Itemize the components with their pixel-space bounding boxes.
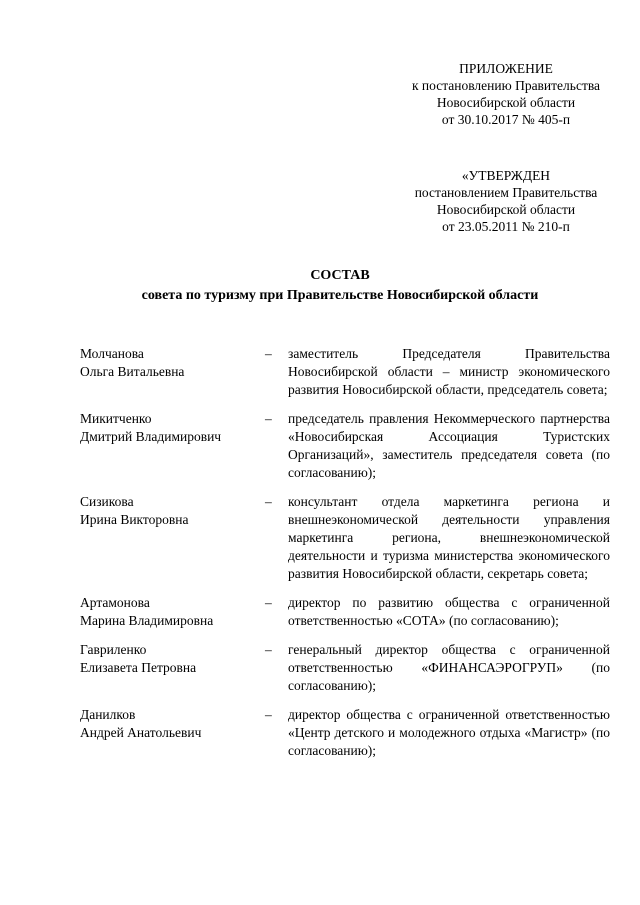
member-surname: Молчанова — [80, 346, 144, 361]
member-surname: Сизикова — [80, 494, 134, 509]
member-row — [80, 493, 610, 583]
appendix-line: ПРИЛОЖЕНИЕ — [459, 61, 553, 76]
member-dash: – — [265, 346, 272, 361]
member-given-name: Елизавета Петровна — [80, 660, 197, 675]
member-name — [80, 641, 265, 695]
member-given-name: Марина Владимировна — [80, 613, 214, 628]
member-name — [80, 594, 265, 630]
member-position: генеральный директор общества с ограниченной ответственностью «ФИНАНСАЭРОГРУП» (по согласованию); — [288, 642, 610, 693]
member-surname: Гавриленко — [80, 642, 147, 657]
member-row — [80, 410, 610, 482]
appendix-header — [390, 60, 622, 128]
member-dash: – — [265, 642, 272, 657]
member-dash: – — [265, 411, 272, 426]
appendix-line: к постановлению Правительства — [411, 78, 601, 93]
approved-line: «УТВЕРЖДЕН — [461, 168, 551, 183]
approved-header — [390, 167, 622, 235]
approved-line: от 23.05.2011 № 210-п — [442, 219, 570, 234]
member-row — [80, 594, 610, 630]
member-given-name: Ирина Викторовна — [80, 512, 189, 527]
member-name — [80, 706, 265, 760]
member-name — [80, 410, 265, 482]
member-row — [80, 345, 610, 399]
member-given-name: Ольга Витальевна — [80, 364, 185, 379]
member-dash: – — [265, 494, 272, 509]
member-position: заместитель Председателя Правительства Новосибирской области – министр экономического развития Новосибирской области, председатель совета; — [288, 346, 610, 397]
member-surname: Микитченко — [80, 411, 152, 426]
member-dash: – — [265, 595, 272, 610]
member-surname: Данилков — [80, 707, 136, 722]
document-subtitle: совета по туризму при Правительстве Новосибирской области — [141, 288, 539, 303]
member-dash: – — [265, 707, 272, 722]
member-position: директор по развитию общества с ограниченной ответственностью «СОТА» (по согласованию); — [288, 595, 610, 628]
member-row — [80, 641, 610, 695]
member-name — [80, 493, 265, 583]
member-position: председатель правления Некоммерческого партнерства «Новосибирская Ассоциация Туристских Организаций», заместитель председателя совета (по согласованию); — [288, 411, 610, 480]
document-title: СОСТАВ — [310, 268, 370, 283]
member-position: директор общества с ограниченной ответственностью «Центр детского и молодежного отдыха «Магистр» (по согласованию); — [288, 707, 610, 758]
member-given-name: Дмитрий Владимирович — [80, 429, 222, 444]
member-position: консультант отдела маркетинга региона и внешнеэкономической деятельности управления маркетинга региона, внешнеэкономической деятельности и туризма министерства экономического развития Новосибирской области, секретарь совета; — [288, 494, 610, 581]
approved-line: постановлением Правительства — [414, 185, 598, 200]
member-row — [80, 706, 610, 760]
members-list — [80, 345, 610, 771]
member-name — [80, 345, 265, 399]
appendix-line: от 30.10.2017 № 405-п — [441, 112, 571, 127]
appendix-line: Новосибирской области — [436, 95, 576, 110]
member-surname: Артамонова — [80, 595, 150, 610]
member-given-name: Андрей Анатольевич — [80, 725, 202, 740]
approved-line: Новосибирской области — [436, 202, 576, 217]
